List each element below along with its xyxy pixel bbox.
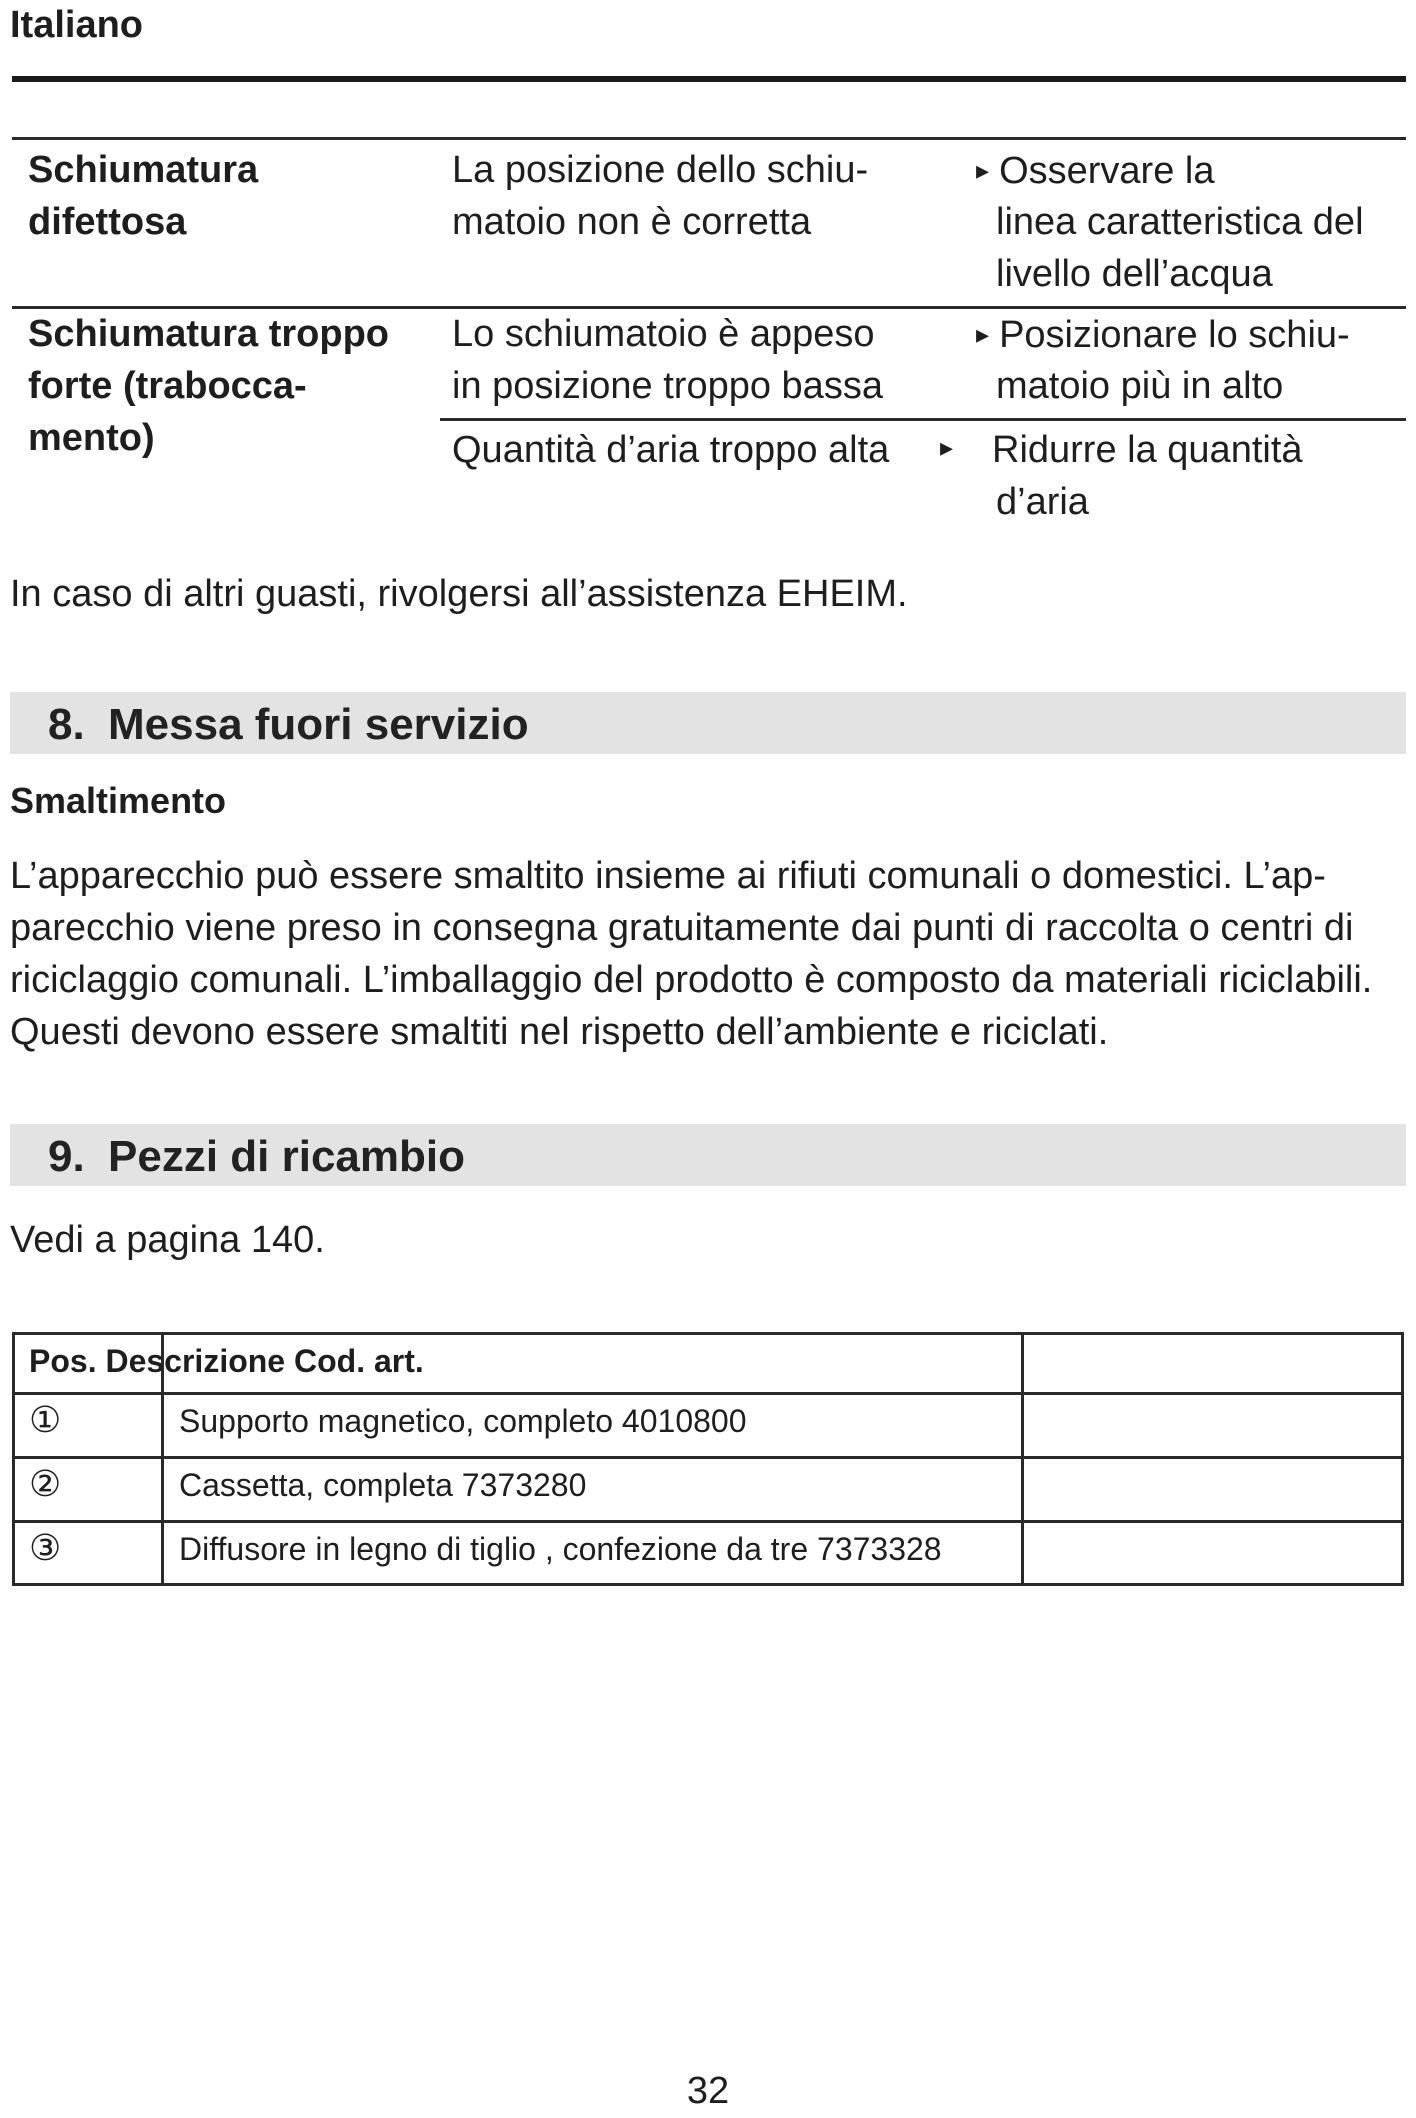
problem-1-line-1: Schiumatura xyxy=(28,149,259,191)
remedy-2-line-1: ▸ Posizionare lo schiu- xyxy=(976,314,1350,356)
part-1-description: Supporto magnetico, completo 4010800 xyxy=(179,1403,747,1439)
position-2-icon: ② xyxy=(29,1463,62,1504)
position-1-icon: ① xyxy=(29,1399,62,1440)
header-rule xyxy=(12,76,1406,82)
remedy-1-line-3: livello dell’acqua xyxy=(996,253,1273,295)
section-8-title: Messa fuori servizio xyxy=(108,700,529,749)
disposal-body-line-4: Questi devono essere smaltiti nel rispetto dell’ambiente e riciclati. xyxy=(10,1011,1109,1053)
row-divider-1 xyxy=(15,1392,1401,1395)
other-faults-note: In caso di altri guasti, rivolgersi all’assistenza EHEIM. xyxy=(10,573,908,615)
language-label: Italiano xyxy=(10,4,144,46)
disposal-body-line-2: parecchio viene preso in consegna gratuitamente dai punti di raccolta o centri di xyxy=(10,907,1354,949)
section-9-number: 9. xyxy=(48,1132,85,1181)
remedy-1-line-1: ▸ Osservare la xyxy=(976,150,1215,192)
remedy-2-line-2: matoio più in alto xyxy=(996,365,1284,407)
part-3-description: Diffusore in legno di tiglio , confezione da tre 7373328 xyxy=(179,1531,942,1567)
problem-1-line-2: difettosa xyxy=(28,201,187,243)
problem-2-line-2: forte (trabocca- xyxy=(28,365,307,407)
section-9-title: Pezzi di ricambio xyxy=(108,1132,465,1181)
row-divider-2 xyxy=(15,1456,1401,1459)
cause-1-line-2: matoio non è corretta xyxy=(452,201,812,243)
remedy-1-line-2: linea caratteristica del xyxy=(996,201,1364,243)
remedy-3-line-1: Ridurre la quantità xyxy=(992,429,1303,471)
spare-parts-table xyxy=(12,1332,1404,1586)
problem-2-line-1: Schiumatura troppo xyxy=(28,313,390,355)
section-8-number: 8. xyxy=(48,700,85,749)
row-divider-3 xyxy=(15,1520,1401,1523)
cause-2-line-1: Lo schiumatoio è appeso xyxy=(452,313,875,355)
arrow-icon: ▸ xyxy=(976,319,990,349)
disposal-body-line-3: riciclaggio comunali. L’imballaggio del prodotto è composto da materiali riciclabili. xyxy=(10,959,1373,1001)
arrow-icon: ▸ xyxy=(976,155,990,185)
table-rule-2 xyxy=(440,418,1406,421)
part-2-description: Cassetta, completa 7373280 xyxy=(179,1467,587,1503)
arrow-icon: ▸ xyxy=(940,432,954,462)
page-number: 32 xyxy=(686,2070,730,2112)
parts-table-header: Pos. Descrizione Cod. art. xyxy=(29,1343,424,1379)
cause-2-line-2: in posizione troppo bassa xyxy=(452,365,883,407)
col-divider-2 xyxy=(1021,1335,1024,1583)
cause-3-line-1: Quantità d’aria troppo alta xyxy=(452,429,890,471)
see-page-note: Vedi a pagina 140. xyxy=(10,1219,325,1261)
disposal-body-line-1: L’apparecchio può essere smaltito insieme ai rifiuti comunali o domestici. L’ap- xyxy=(10,855,1326,897)
position-3-icon: ③ xyxy=(29,1527,62,1568)
remedy-3-line-2: d’aria xyxy=(996,481,1089,523)
problem-2-line-3: mento) xyxy=(28,417,155,459)
table-rule-top xyxy=(12,137,1406,140)
cause-1-line-1: La posizione dello schiu- xyxy=(452,149,869,191)
disposal-subheading: Smaltimento xyxy=(10,780,227,821)
